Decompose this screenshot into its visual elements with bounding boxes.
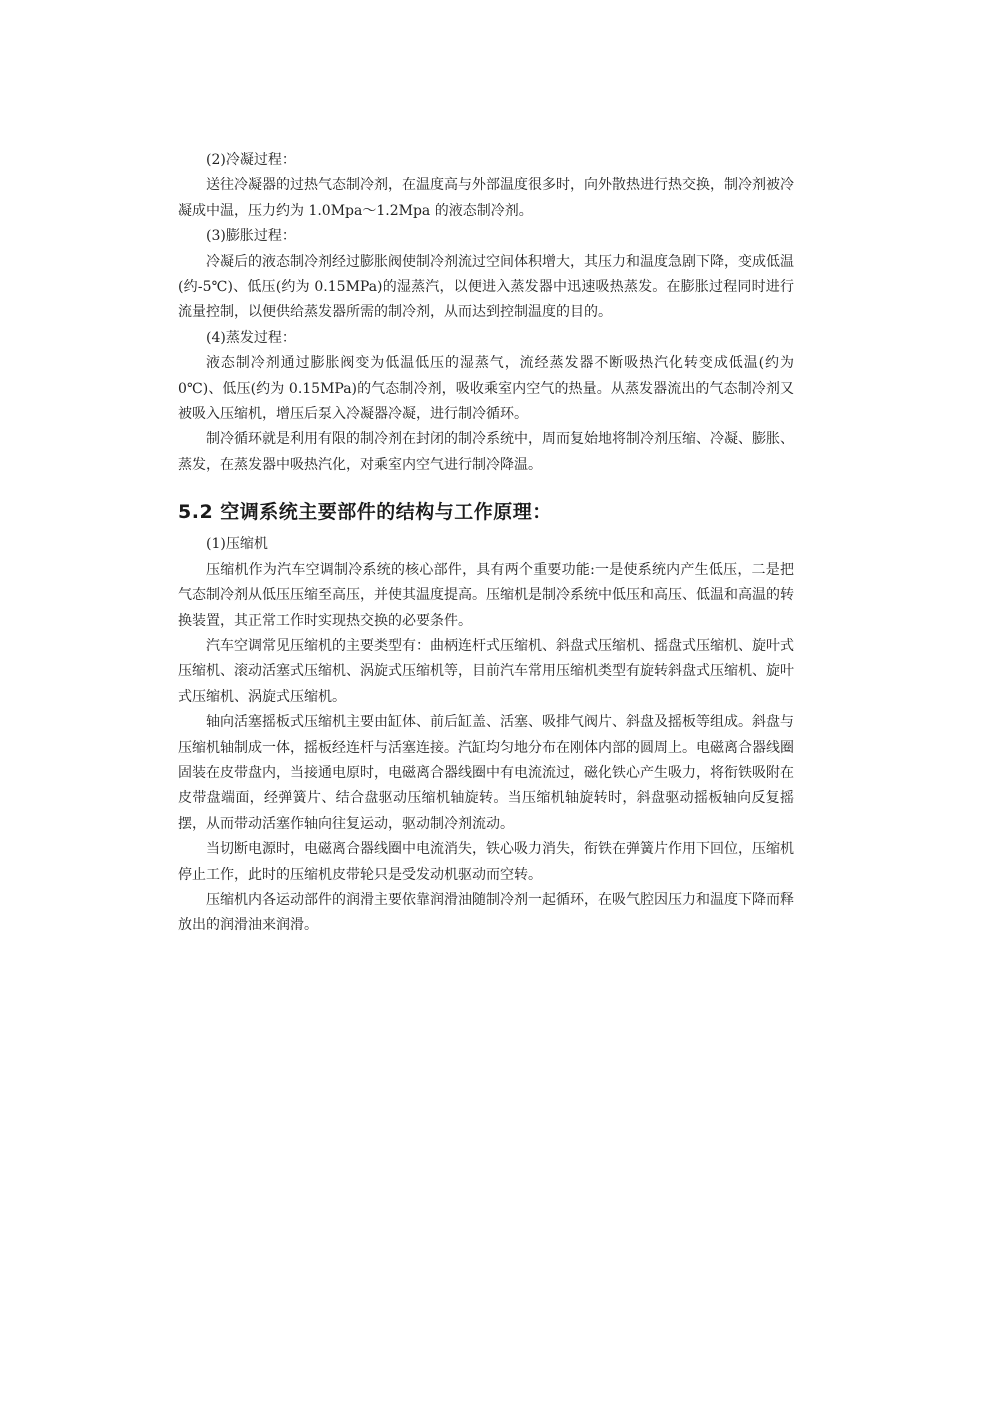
subheading-condensation: (2)冷凝过程： [206,152,296,168]
paragraph-compressor-types: 汽车空调常见压缩机的主要类型有：曲柄连杆式压缩机、斜盘式压缩机、摇盘式压缩机、旋叶式压缩机、滚动活塞式压缩机、涡旋式压缩机等，目前汽车常用压缩机类型有旋转斜盘式压缩机、旋叶式压缩机、涡旋式压缩机。 [178,637,794,705]
document-page [178,148,794,939]
paragraph-compressor-function: 压缩机作为汽车空调制冷系统的核心部件，具有两个重要功能:一是使系统内产生低压，二是把气态制冷剂从低压压缩至高压，并使其温度提高。压缩机是制冷系统中低压和高压、低温和高温的转换装置，其正常工作时实现热交换的必要条件。 [178,561,794,629]
section-title: 5.2 空调系统主要部件的结构与工作原理： [178,501,552,524]
paragraph-lubrication: 压缩机内各运动部件的润滑主要依靠润滑油随制冷剂一起循环，在吸气腔因压力和温度下降而释放出的润滑油来润滑。 [178,891,794,934]
paragraph-evaporation: 液态制冷剂通过膨胀阀变为低温低压的湿蒸气，流经蒸发器不断吸热汽化转变成低温(约为0℃)、低压(约为 0.15MPa)的气态制冷剂，吸收乘室内空气的热量。从蒸发器流出的气态制冷剂又被吸入压缩机，增压后泵入冷凝器冷凝，进行制冷循环。 [178,355,794,423]
subheading-evaporation: (4)蒸发过程： [206,329,296,346]
subheading-compressor: (1)压缩机 [206,536,268,553]
paragraph-condensation: 送往冷凝器的过热气态制冷剂，在温度高与外部温度很多时，向外散热进行热交换，制冷剂被冷凝成中温，压力约为 1.0Mpa～1.2Mpa 的液态制冷剂。 [178,177,794,219]
paragraph-swash-plate: 轴向活塞摇板式压缩机主要由缸体、前后缸盖、活塞、吸排气阀片、斜盘及摇板等组成。斜盘与压缩机轴制成一体，摇板经连杆与活塞连接。汽缸均匀地分布在刚体内部的圆周上。电磁离合器线圈固装在皮带盘内，当接通电原时，电磁离合器线圈中有电流流过，磁化铁心产生吸力，将衔铁吸附在皮带盘端面，经弹簧片、结合盘驱动压缩机轴旋转。当压缩机轴旋转时，斜盘驱动摇板轴向反复摇摆，从而带动活塞作轴向往复运动，驱动制冷剂流动。 [178,714,794,832]
subheading-expansion: (3)膨胀过程： [206,228,296,245]
paragraph-refrigeration-cycle: 制冷循环就是利用有限的制冷剂在封闭的制冷系统中，周而复始地将制冷剂压缩、冷凝、膨胀、蒸发，在蒸发器中吸热汽化，对乘室内空气进行制冷降温。 [178,431,794,473]
paragraph-power-off: 当切断电源时，电磁离合器线圈中电流消失，铁心吸力消失，衔铁在弹簧片作用下回位，压缩机停止工作，此时的压缩机皮带轮只是受发动机驱动而空转。 [178,841,794,883]
paragraph-expansion: 冷凝后的液态制冷剂经过膨胀阀使制冷剂流过空间体积增大，其压力和温度急剧下降，变成低温(约-5℃)、低压(约为 0.15MPa)的湿蒸汽，以便进入蒸发器中迅速吸热蒸发。在膨胀过程同时进行流量控制，以便供给蒸发器所需的制冷剂，从而达到控制温度的目的。 [178,253,794,321]
